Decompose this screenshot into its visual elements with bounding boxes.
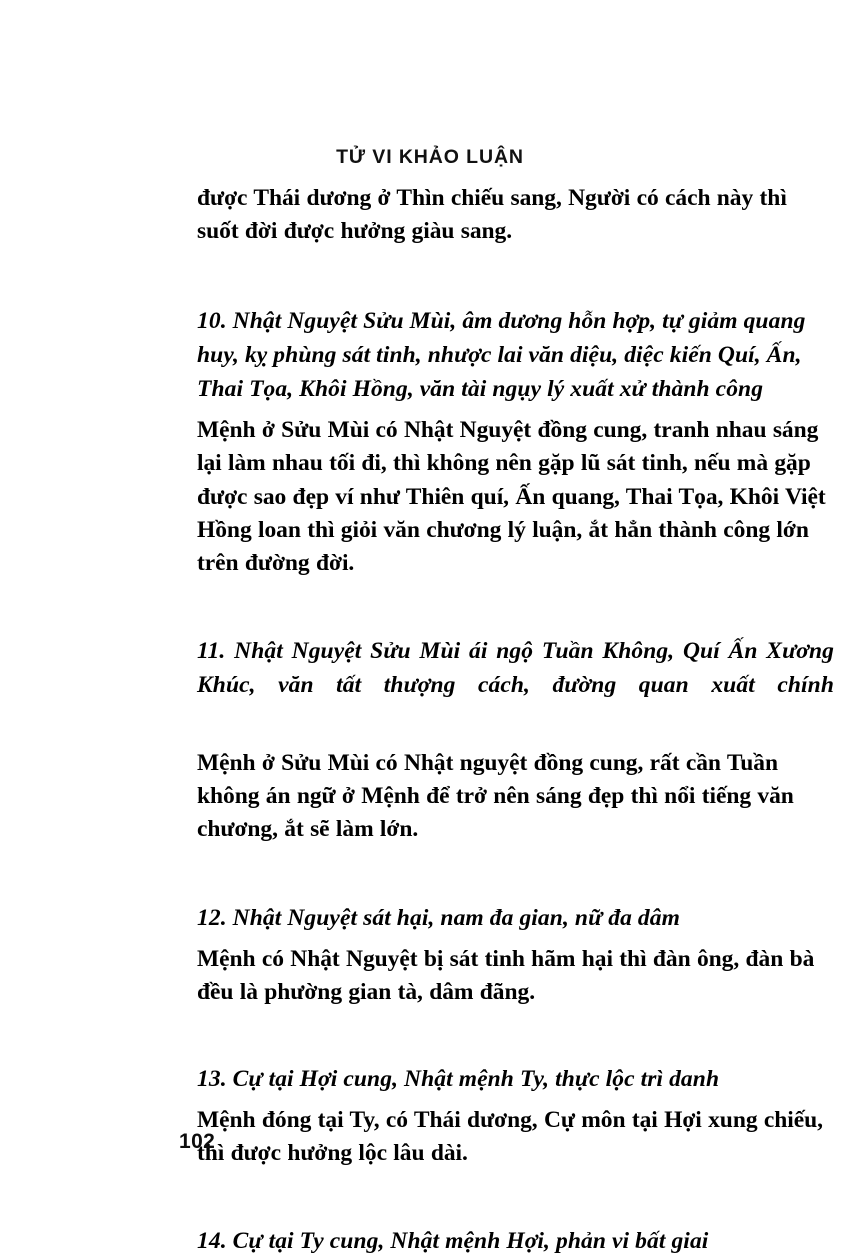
section-body-13: Mệnh đóng tại Ty, có Thái dương, Cự môn tại Hợi xung chiếu, thì được hưởng lộc lâu dài. — [197, 1107, 823, 1167]
section-heading-11: 11. Nhật Nguyệt Sửu Mùi ái ngộ Tuần Không, Quí Ấn Xương Khúc, văn tất thượng cách, đường quan xuất chính — [197, 638, 834, 698]
section-body-11: Mệnh ở Sửu Mùi có Nhật nguyệt đồng cung, rất cần Tuần không án ngữ ở Mệnh để trở nên sáng đẹp thì nổi tiếng văn chương, ắt sẽ làm lớn. — [197, 749, 794, 843]
section-heading-12: 12. Nhật Nguyệt sát hại, nam đa gian, nữ đa dâm — [197, 904, 680, 931]
spacer — [197, 406, 834, 414]
text-column — [197, 182, 834, 1258]
spacer — [197, 1171, 834, 1225]
spacer — [197, 1096, 834, 1104]
intro-paragraph: được Thái dương ở Thìn chiếu sang, Người có cách này thì suốt đời được hưởng giàu sang. — [197, 185, 787, 245]
spacer — [197, 1010, 834, 1063]
section-heading-10: 10. Nhật Nguyệt Sửu Mùi, âm dương hỗn hợp, tự giảm quang huy, kỵ phùng sát tinh, nhược lai văn diệu, diệc kiến Quí, Ấn, Thai Tọa, Khôi Hồng, văn tài ngụy lý xuất xử thành công — [197, 308, 806, 402]
spacer — [197, 248, 834, 305]
spacer — [197, 935, 834, 943]
section-body-10: Mệnh ở Sửu Mùi có Nhật Nguyệt đồng cung, tranh nhau sáng lại làm nhau tối đi, thì không nên gặp lũ sát tinh, nếu mà gặp được sao đẹp ví như Thiên quí, Ấn quang, Thai Tọa, Khôi Việt Hồng loan thì giỏi văn chương lý luận, ắt hẳn thành công lớn trên đường đời. — [197, 417, 826, 576]
spacer — [197, 847, 834, 902]
spacer — [197, 736, 834, 747]
running-head: TỬ VI KHẢO LUẬN — [336, 146, 524, 168]
section-heading-14: 14. Cự tại Ty cung, Nhật mệnh Hợi, phản vi bất giai — [197, 1227, 709, 1254]
section-body-12: Mệnh có Nhật Nguyệt bị sát tinh hãm hại thì đàn ông, đàn bà đều là phường gian tà, dâm đãng. — [197, 946, 815, 1006]
page-number: 102 — [179, 1130, 216, 1153]
spacer — [197, 580, 834, 635]
section-heading-13: 13. Cự tại Hợi cung, Nhật mệnh Ty, thực lộc trì danh — [197, 1065, 720, 1092]
